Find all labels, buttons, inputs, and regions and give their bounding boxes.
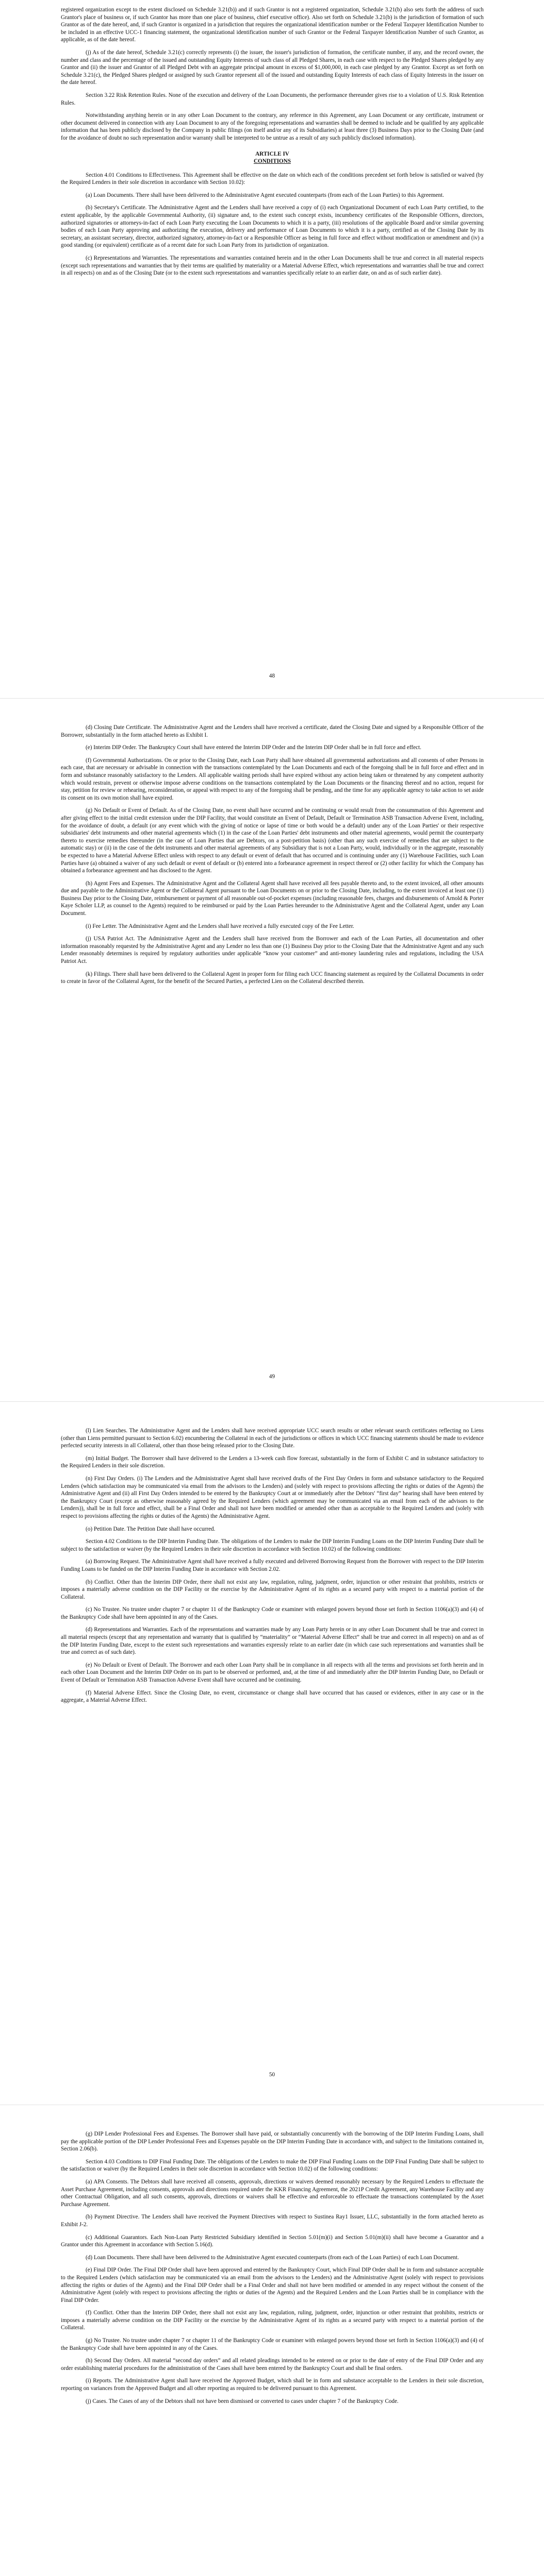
paragraph: (a) APA Consents. The Debtors shall have received all consents, approvals, directions or waivers deemed reasonably necessary by the Required Lenders to effectuate the Asset Purchase Agreement, including consents, approvals and directions required under the KKR Financing Agreement, the 2021P Credit Agreement, any Warehouse Facility and any other Contractual Obligation, and all such consents, approvals, directions or waivers shall be effective and enforceable to effectuate the transactions contemplated by the Asset Purchase Agreement. [61, 2178, 484, 2208]
paragraph: (e) No Default or Event of Default. The Borrower and each other Loan Party shall be in compliance in all respects with all the terms and provisions set forth herein and in each other Loan Document and the Interim DIP Order on its part to be observed or performed, and, at the time of and immediately after the DIP Interim Funding Date, no Default or Event of Default or Termination ASB Transaction Adverse Event shall have occurred and be continuing. [61, 1662, 484, 1684]
page-number: 49 [269, 1374, 275, 1380]
section-heading: Section 4.02 Conditions to the DIP Interim Funding Date. The obligations of the Lenders to make the DIP Interim Funding Loans on the DIP Interim Funding Date shall be subject to the satisfaction or waiver (by the Required Lenders in their sole discretion in accordance with Section 10.02) of the following conditions: [61, 1538, 484, 1552]
paragraph: (d) Representations and Warranties. Each of the representations and warranties made by any Loan Party herein or in any other Loan Document shall be true and correct in all material respects (except that any representation and warranty that is qualified by “materiality” or “Material Adverse Effect” shall be true and correct in all respects) on and as of the DIP Interim Funding Date, except to the extent such representations and warranties expressly relate to an earlier date (in which case such representations and warranties shall be true and correct as of such date). [61, 1626, 484, 1656]
paragraph: (h) Agent Fees and Expenses. The Administrative Agent and the Collateral Agent shall have received all fees payable thereto and, to the extent invoiced, all other amounts due and payable to the Administrative Agent or the Collateral Agent pursuant to the Loan Documents on or prior to the Closing Date, including, to the extent invoiced at least one (1) Business Day prior to the Closing Date, reimbursement or payment of all reasonable out-of-pocket expenses (including reasonable fees, charges and disbursements of Arnold & Porter Kaye Scholer LLP, as counsel to the Agents) required to be reimbursed or paid by the Loan Parties hereunder to the Administrative Agent and the Collateral Agent, under any Loan Document. [61, 880, 484, 917]
paragraph: (j) Cases. The Cases of any of the Debtors shall not have been dismissed or converted to cases under chapter 7 of the Bankruptcy Code. [86, 2398, 399, 2404]
article-title: CONDITIONS [253, 158, 291, 165]
paragraph: (e) Interim DIP Order. The Bankruptcy Court shall have entered the Interim DIP Order and the Interim DIP Order shall be in full force and effect. [86, 744, 422, 751]
paragraph: (n) First Day Orders. (i) The Lenders and the Administrative Agent shall have received drafts of the First Day Orders in form and substance satisfactory to the Required Lenders (which satisfaction may be communicated via email from the advisors to the Lenders) and (solely with respect to provisions affecting the rights or duties of the Agents) the Administrative Agent and (ii) all First Day Orders intended to be entered by the Bankruptcy Court at or immediately after the Debtors' “first day” hearing shall have been entered by the Bankruptcy Court (except as otherwise reasonably agreed by the Required Lenders (which agreement may be communicated via an email from each of the advisors to the Lenders)), shall be in full force and effect, shall be a Final Order and shall not have been modified or amended other than as acceptable to the Required Lenders and (solely with respect to provisions affecting the rights or duties of the Agents) the Administrative Agent. [61, 1475, 484, 1519]
paragraph: (h) Second Day Orders. All material “second day orders” and all related pleadings intended to be entered on or prior to the date of entry of the Final DIP Order and any order establishing material procedures for the administration of the Cases shall have been entered by the Bankruptcy Court and shall be final orders. [61, 2358, 484, 2371]
paragraph: (i) Reports. The Administrative Agent shall have received the Approved Budget, which shall be in form and substance acceptable to the Lenders in their sole discretion, reporting on variances from the Approved Budget and all other reporting as required to be delivered pursuant to this Agreement. [61, 2378, 484, 2392]
paragraph: (a) Borrowing Request. The Administrative Agent shall have received a fully executed and delivered Borrowing Request from the Borrower with respect to the DIP Interim Funding Loans to be funded on the DIP Interim Funding Date in accordance with Section 2.02. [61, 1558, 484, 1572]
paragraph: (b) Payment Directive. The Lenders shall have received the Payment Directives with respect to Sustinea Ray1 Issuer, LLC, substantially in the form attached hereto as Exhibit J-2. [61, 2214, 484, 2228]
paragraph: (c) Additional Guarantors. Each Non-Loan Party Restricted Subsidiary identified in Section 5.01(m)(i) and Section 5.01(m)(ii) shall have become a Guarantor and a Grantor under this Agreement in accordance with Section 5.16(d). [61, 2234, 484, 2248]
page-number: 48 [269, 673, 275, 679]
paragraph: (m) Initial Budget. The Borrower shall have delivered to the Lenders a 13-week cash flow forecast, substantially in the form of Exhibit C and in substance satisfactory to the Required Lenders in their sole discretion. [61, 1455, 484, 1469]
page-48 [0, 0, 544, 696]
paragraph: (k) Filings. There shall have been delivered to the Collateral Agent in proper form for filing each UCC financing statement as required by the Collateral Documents in order to create in favor of the Collateral Agent, for the benefit of the Secured Parties, a perfected Lien on the Collateral described therein. [61, 971, 484, 985]
paragraph: (f) Material Adverse Effect. Since the Closing Date, no event, circumstance or change shall have occurred that has caused or evidences, either in any case or in the aggregate, a Material Adverse Effect. [61, 1689, 484, 1704]
article-heading: ARTICLE IV [255, 150, 289, 157]
paragraph: (j) As of the date hereof, Schedule 3.21(c) correctly represents (i) the issuer, the issuer's jurisdiction of formation, the certificate number, if any, and the record owner, the number and class and the percentage of the issued and outstanding Equity Interests of such class of all Pledged Shares, in each case with respect to the Pledged Shares pledged by any Grantor and (ii) the issuer and Grantor of all Pledged Debt with an aggregate principal amount in excess of $1,000,000, in each case pledged by any Grantor. Except as set forth on Schedule 3.21(c), the Pledged Shares pledged or assigned by such Grantor represent all of the issued and outstanding Equity Interests of each class of Equity Interests in the issuer on the date hereof. [61, 49, 484, 86]
paragraph: (c) Representations and Warranties. The representations and warranties contained herein and in the other Loan Documents shall be true and correct in all material respects (except such representations and warranties that by their terms are qualified by materiality or a Material Adverse Effect, which representations and warranties shall be true and correct in all respects) on and as of the Closing Date (or to the extent such representations and warranties specifically relate to an earlier date, on and as of such earlier date). [61, 255, 484, 277]
paragraph: registered organization except to the extent disclosed on Schedule 3.21(b)) and if such Grantor is not a registered organization, Schedule 3.21(b) also sets forth the address of such Grantor's place of business or, if such Grantor has more than one place of business, chief executive office). Also set forth on Schedule 3.21(b) is the jurisdiction of formation of such Grantor as of the date hereof, and, if such Grantor is organized in a jurisdiction that requires the organizational identification number or the Federal Taxpayer Identification Number to be included in an effective UCC-1 financing statement, the organizational identification number of such Grantor or the Federal Taxpayer Identification Number of such Grantor, as applicable, as of the date hereof. [61, 7, 484, 43]
paragraph: (o) Petition Date. The Petition Date shall have occurred. [86, 1526, 216, 1532]
page-divider [0, 698, 544, 699]
paragraph: (f) Governmental Authorizations. On or prior to the Closing Date, each Loan Party shall have obtained all governmental authorizations and all consents of other Persons in each case, that are necessary or advisable in connection with the transactions contemplated by the Loan Documents and each of the foregoing shall be in full force and effect and in form and substance reasonably satisfactory to the Lenders. All applicable waiting periods shall have expired without any action being taken or threatened by any competent authority which would restrain, prevent or otherwise impose adverse conditions on the transactions contemplated by the Loan Documents or the financing thereof and no action, request for stay, petition for review or rehearing, reconsideration, or appeal with respect to any of the foregoing shall be pending, and the time for any applicable agency to take action to set aside its consent on its own motion shall have expired. [61, 757, 484, 801]
paragraph: (l) Lien Searches. The Administrative Agent and the Lenders shall have received appropriate UCC search results or other relevant search certificates reflecting no Liens (other than Liens permitted pursuant to Section 6.02) encumbering the Collateral in each of the jurisdictions or offices in which UCC financing statements should be made to evidence perfected security interests in all Collateral, other than those being released prior to the Closing Date. [61, 1428, 484, 1449]
section-heading: Section 4.01 Conditions to Effectiveness. This Agreement shall be effective on the date on which each of the conditions precedent set forth below is satisfied or waived (by the Required Lenders in their sole discretion in accordance with Section 10.02): [61, 172, 484, 186]
paragraph: (a) Loan Documents. There shall have been delivered to the Administrative Agent executed counterparts (from each of the Loan Parties) to this Agreement. [86, 192, 444, 198]
paragraph: (g) DIP Lender Professional Fees and Expenses. The Borrower shall have paid, or substantially concurrently with the borrowing of the DIP Interim Funding Loans, shall pay the applicable portion of the DIP Lender Professional Fees and Expenses payable on the DIP Interim Funding Date in accordance with, and subject to the limitations contained in, Section 2.06(b). [61, 2131, 484, 2153]
paragraph: (d) Loan Documents. There shall have been delivered to the Administrative Agent executed counterparts (from each of the Loan Parties) of each Loan Document. [86, 2254, 459, 2261]
paragraph: (c) No Trustee. No trustee under chapter 7 or chapter 11 of the Bankruptcy Code or examiner with enlarged powers beyond those set forth in Section 1106(a)(3) and (4) of the Bankruptcy Code shall have been appointed in any of the Cases. [61, 1606, 484, 1620]
paragraph: (b) Conflict. Other than the Interim DIP Order, there shall not exist any law, regulation, ruling, judgment, order, injunction or other restraint that prohibits, restricts or imposes a materially adverse condition on the DIP Facility or the exercise by the Administrative Agent of its rights as a secured party with respect to a material portion of the Collateral. [61, 1579, 484, 1600]
page-divider [0, 1401, 544, 1402]
paragraph: (e) Final DIP Order. The Final DIP Order shall have been approved and entered by the Bankruptcy Court, which Final DIP Order shall be in form and substance acceptable to the Required Lenders (which satisfaction may be communicated via an email from the advisors to the Lenders) and the Administrative Agent (solely with respect to provisions affecting the rights or duties of the Agents) and the Final DIP Order shall be a Final Order and shall not have been modified or amended in any respect without the consent of the Administrative Agent (solely with respect to provisions affecting the rights or duties of the Agents) and the Required Lenders and the Loan Parties shall be in compliance with the Final DIP Order. [61, 2267, 484, 2303]
page-number: 50 [269, 2072, 275, 2078]
page-50 [0, 1406, 544, 2102]
section-heading: Section 4.03 Conditions to DIP Final Funding Date. The obligations of the Lenders to make the DIP Final Funding Loans on the DIP Final Funding Date shall be subject to the satisfaction or waiver (by the Required Lenders in their sole discretion in accordance with Section 10.02) of the following conditions: [61, 2158, 484, 2173]
page-49 [0, 703, 544, 1399]
paragraph: (j) USA Patriot Act. The Administrative Agent and the Lenders shall have received from the Borrower and each of the Loan Parties, all documentation and other information reasonably requested by the Administrative Agent and any Lender no less than one (1) Business Day prior to the Closing Date that the Administrative Agent and any such Lender reasonably determines is required by regulatory authorities under applicable “know your customer” and anti-money laundering rules and regulations, including the USA Patriot Act. [61, 936, 484, 965]
paragraph: (f) Conflict. Other than the Interim DIP Order, there shall not exist any law, regulation, ruling, judgment, order, injunction or other restraint that prohibits, restricts or imposes a materially adverse condition on the DIP Facility or the exercise by the Administrative Agent of its rights as a secured party with respect to a material portion of the Collateral. [61, 2310, 484, 2331]
paragraph: (i) Fee Letter. The Administrative Agent and the Lenders shall have received a fully executed copy of the Fee Letter. [86, 923, 354, 929]
paragraph: (g) No Trustee. No trustee under chapter 7 or chapter 11 of the Bankruptcy Code or examiner with enlarged powers beyond those set forth in Section 1106(a)(3) and (4) of the Bankruptcy Code shall have been appointed in any of the Cases. [61, 2337, 484, 2351]
paragraph: (b) Secretary's Certificate. The Administrative Agent and the Lenders shall have received a copy of (i) each Organizational Document of each Loan Party certified, to the extent applicable, by the applicable Governmental Authority, (ii) signature and, to the extent such concept exists, incumbency certificates of the Responsible Officers, directors, authorized signatories or attorneys-in-fact of each Loan Party executing the Loan Documents to which it is a party, (iii) resolutions of the applicable Board and/or similar governing bodies of each Loan Party approving and authorizing the execution, delivery and performance of Loan Documents to which it is a party, certified as of the Closing Date by its secretary, an assistant secretary, director, authorized signatory, attorney-in-fact or a Responsible Officer as being in full force and effect without modification or amendment and (iv) a good standing (or equivalent) certificate as of a recent date for such Loan Party from its jurisdiction of organization. [61, 205, 484, 249]
paragraph: (g) No Default or Event of Default. As of the Closing Date, no event shall have occurred and be continuing or would result from the consummation of this Agreement and after giving effect to the initial credit extension under the DIP Facility, that would constitute an Event of Default, Default or Termination ASB Transaction Adverse Event, including, for the avoidance of doubt, a default (or any event which with the giving of notice or lapse of time or both would be a default) under any of the Loan Parties' or their respective subsidiaries' debt instruments and other material agreements which (1) in the case of the Loan Parties' debt instruments and other material agreements, would permit the counterparty thereto to exercise remedies thereunder (in the case of Loan Parties that are Debtors, on a post-petition basis) (other than any such exercise of remedies that are subject to the automatic stay) or (ii) in the case of the debt instruments and other material agreements of any Subsidiary that is not a Loan Party, would, individually or in the aggregate, reasonably be expected to have a Material Adverse Effect unless with respect to any default or event of default that has occurred and is continuing under any (1) Warehouse Facilities, such Loan Parties have (a) obtained a waiver of any such default or event of default or (b) entered into a forbearance agreement in respect thereof or (2) other facility for which the Company has obtained a forbearance agreement and has disclosed to the Agent. [61, 807, 484, 874]
section-heading: Section 3.22 Risk Retention Rules. None of the execution and delivery of the Loan Documents, the performance thereunder gives rise to a violation of U.S. Risk Retention Rules. [61, 92, 484, 106]
paragraph: (d) Closing Date Certificate. The Administrative Agent and the Lenders shall have received a certificate, dated the Closing Date and signed by a Responsible Officer of the Borrower, substantially in the form attached hereto as Exhibit I. [61, 724, 484, 738]
page-51 [0, 2110, 544, 2576]
paragraph: Notwithstanding anything herein or in any other Loan Document to the contrary, any reference in this Agreement, any Loan Document or any certificate, instrument or other document delivered in connection with any Loan Document to any of the foregoing representations and warranties shall be deemed to include and be qualified by any applicable information that has been publicly disclosed by the Company in public filings (on itself and/or any of its Subsidiaries) at least three (3) Business Days prior to the Closing Date (and for the avoidance of doubt no such representation and/or warranty shall be interpreted to be untrue as a result of any such publicly disclosed information). [61, 112, 484, 141]
